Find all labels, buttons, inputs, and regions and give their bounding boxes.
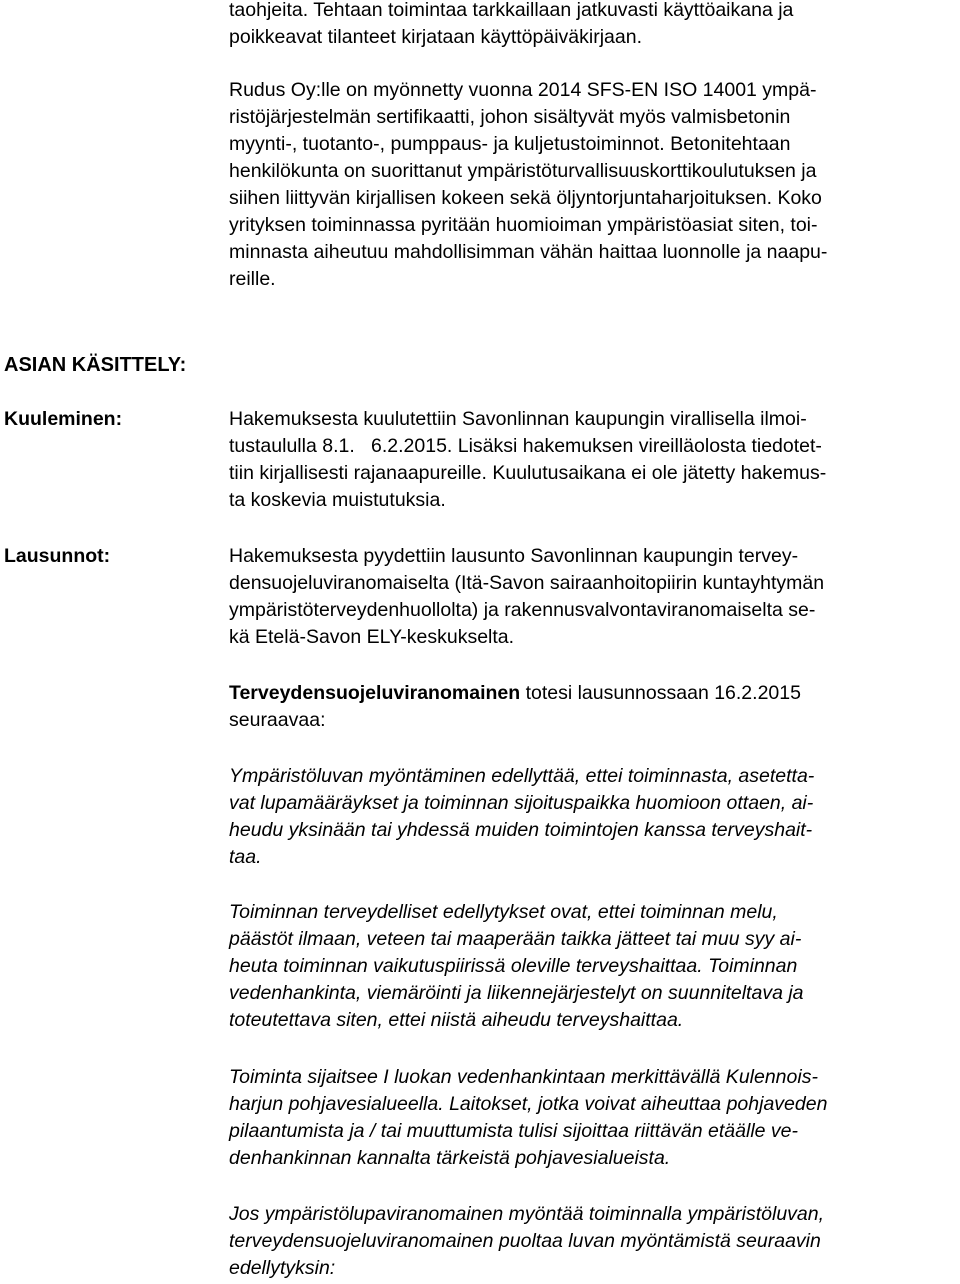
text-line: minnasta aiheutuu mahdollisimman vähän haittaa luonnolle ja naapu- [229, 241, 828, 263]
statement-rest: totesi lausunnossaan 16.2.2015 [520, 682, 801, 704]
text-line: henkilökunta on suorittanut ympäristöturvallisuuskorttikoulutuksen ja [229, 160, 817, 182]
text-line: reille. [229, 268, 276, 290]
text-line: tustaululla 8.1. 6.2.2015. Lisäksi hakemuksen vireilläolosta tiedotet- [229, 435, 822, 457]
kuuleminen-label: Kuuleminen: [4, 408, 123, 430]
text-line: heudu yksinään tai yhdessä muiden toimintojen kanssa terveyshait- [229, 819, 813, 841]
text-line: Toiminta sijaitsee I luokan vedenhankintaan merkittävällä Kulennois- [229, 1066, 818, 1088]
text-line: toteutettava siten, ettei niistä aiheudu terveyshaittaa. [229, 1009, 684, 1031]
text-line: ristöjärjestelmän sertifikaatti, johon sisältyvät myös valmisbetonin [229, 106, 791, 128]
text-line: taohjeita. Tehtaan toimintaa tarkkaillaan jatkuvasti käyttöaikana ja [229, 0, 794, 21]
text-line: ta koskevia muistutuksia. [229, 489, 446, 511]
text-line: vedenhankinta, viemäröinti ja liikennejärjestelyt on suunniteltava ja [229, 982, 804, 1004]
text-line: Hakemuksesta kuulutettiin Savonlinnan kaupungin virallisella ilmoi- [229, 408, 807, 430]
text-line: kä Etelä-Savon ELY-keskukselta. [229, 626, 515, 648]
text-line: densuojeluviranomaiselta (Itä-Savon sairaanhoitopiirin kuntayhtymän [229, 572, 825, 594]
lausunnot-text [229, 543, 954, 651]
text-line: Ympäristöluvan myöntäminen edellyttää, ettei toiminnasta, asetetta- [229, 765, 815, 787]
quote-paragraph-4 [229, 1201, 954, 1282]
text-line: vat lupamääräykset ja toiminnan sijoituspaikka huomioon ottaen, ai- [229, 792, 814, 814]
text-line: edellytyksin: [229, 1257, 336, 1279]
text-line: Hakemuksesta pyydettiin lausunto Savonlinnan kaupungin tervey- [229, 545, 799, 567]
text-line: Toiminnan terveydelliset edellytykset ovat, ettei toiminnan melu, [229, 901, 778, 923]
intro-paragraph-2 [229, 77, 954, 293]
quote-paragraph-1 [229, 763, 954, 871]
text-line: tiin kirjallisesti rajanaapureille. Kuulutusaikana ei ole jätetty hakemus- [229, 462, 827, 484]
lausunnot-label: Lausunnot: [4, 545, 111, 567]
text-line: Jos ympäristölupaviranomainen myöntää toiminnalla ympäristöluvan, [229, 1203, 825, 1225]
quote-paragraph-3 [229, 1064, 954, 1172]
text-line: seuraavaa: [229, 709, 326, 731]
text-line [229, 680, 954, 707]
text-line: harjun pohjavesialueella. Laitokset, jotka voivat aiheuttaa pohjaveden [229, 1093, 828, 1115]
statement-subject: Terveydensuojeluviranomainen [229, 682, 521, 704]
quote-paragraph-2 [229, 899, 954, 1034]
text-line: yrityksen toiminnassa pyritään huomioiman ympäristöasiat siten, toi- [229, 214, 818, 236]
statement-intro [229, 680, 954, 734]
text-line: Rudus Oy:lle on myönnetty vuonna 2014 SFS-EN ISO 14001 ympä- [229, 79, 817, 101]
text-line: pilaantumista ja / tai muuttumista tulisi sijoittaa riittävän etäälle ve- [229, 1120, 799, 1142]
text-line: päästöt ilmaan, veteen tai maaperään taikka jätteet tai muu syy ai- [229, 928, 802, 950]
text-line: denhankinnan kannalta tärkeistä pohjavesialueista. [229, 1147, 671, 1169]
text-line: ympäristöterveydenhuollolta) ja rakennusvalvontaviranomaiselta se- [229, 599, 816, 621]
text-line: myynti-, tuotanto-, pumppaus- ja kuljetustoiminnot. Betonitehtaan [229, 133, 791, 155]
intro-paragraph-1 [229, 0, 954, 51]
text-line: poikkeavat tilanteet kirjataan käyttöpäiväkirjaan. [229, 26, 642, 48]
text-line: terveydensuojeluviranomainen puoltaa luvan myöntämistä seuraavin [229, 1230, 821, 1252]
text-line: heuta toiminnan vaikutuspiirissä oleville terveyshaittaa. Toiminnan [229, 955, 798, 977]
kuuleminen-text [229, 406, 954, 514]
section-heading: ASIAN KÄSITTELY: [4, 354, 187, 376]
text-line: siihen liittyvän kirjallisen kokeen sekä öljyntorjuntaharjoituksen. Koko [229, 187, 822, 209]
text-line: taa. [229, 846, 262, 868]
